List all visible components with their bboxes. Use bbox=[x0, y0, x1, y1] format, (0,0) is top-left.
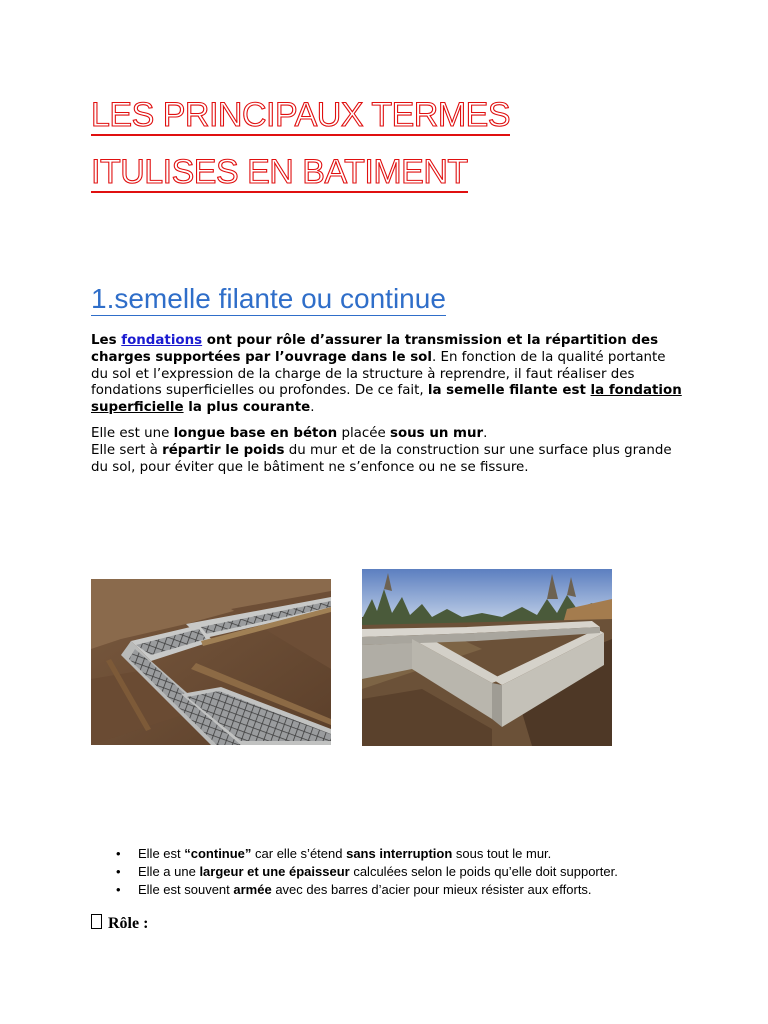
bold-term: répartir le poids bbox=[162, 442, 285, 458]
bold-term: “continue” bbox=[184, 846, 252, 861]
section-heading: 1.semelle filante ou continue bbox=[91, 283, 446, 314]
document-title-line-2: ITULISES EN BATIMENT bbox=[91, 153, 468, 191]
definition-paragraph bbox=[91, 426, 686, 476]
text-run: Elle est une bbox=[91, 426, 174, 441]
list-item bbox=[116, 845, 618, 863]
text-run: ont pour rôle d’assurer la transmission et la répartition des charges supportées par l’ouvrage dans le sol bbox=[91, 333, 659, 365]
text-run: avec des barres d’acier pour mieux résister aux efforts. bbox=[271, 882, 592, 897]
list-item bbox=[116, 863, 618, 881]
underlined-term: la fondation superficielle bbox=[91, 383, 682, 416]
text-run: car elle s’étend bbox=[251, 846, 347, 861]
concrete-footing-photo bbox=[362, 569, 612, 746]
text-run: la plus courante bbox=[183, 400, 311, 416]
bold-term: largeur et une épaisseur bbox=[199, 864, 350, 879]
text-run: Les bbox=[91, 333, 122, 348]
text-run: sous tout le mur. bbox=[452, 846, 552, 861]
text-run: Elle a une bbox=[138, 864, 200, 879]
text-run: placée bbox=[337, 426, 390, 441]
rebar-trench-photo bbox=[91, 579, 331, 745]
document-title-line-1: LES PRINCIPAUX TERMES bbox=[91, 96, 511, 134]
fondations-link[interactable]: fondations bbox=[121, 333, 203, 348]
bold-term: sans interruption bbox=[346, 846, 453, 861]
bold-term: sous un mur bbox=[389, 426, 484, 441]
role-heading bbox=[91, 914, 148, 933]
text-run: la semelle filante est bbox=[427, 383, 591, 399]
text-run: . bbox=[483, 426, 488, 441]
text-run: du mur et de la construction sur une surface plus grande du sol, pour éviter que le bâtiment ne s’enfonce ou ne se fissure. bbox=[91, 442, 672, 475]
text-run: Elle sert à bbox=[91, 442, 163, 458]
characteristics-list bbox=[116, 845, 618, 899]
role-label: Rôle : bbox=[108, 915, 149, 932]
missing-glyph-icon bbox=[91, 914, 102, 929]
list-item bbox=[116, 881, 618, 899]
text-run: Elle est souvent bbox=[138, 882, 234, 897]
intro-paragraph bbox=[91, 333, 686, 417]
bold-term: armée bbox=[233, 882, 272, 897]
text-run: . bbox=[310, 400, 315, 416]
bold-term: longue base en béton bbox=[173, 426, 338, 441]
text-run: calculées selon le poids qu’elle doit supporter. bbox=[349, 864, 618, 879]
text-run: . En fonction de la qualité portante du sol et l’expression de la charge de la structure à reprendre, il faut réaliser des fondations superficielles ou profondes. De ce fait, bbox=[91, 349, 666, 399]
text-run: Elle est bbox=[138, 846, 185, 861]
